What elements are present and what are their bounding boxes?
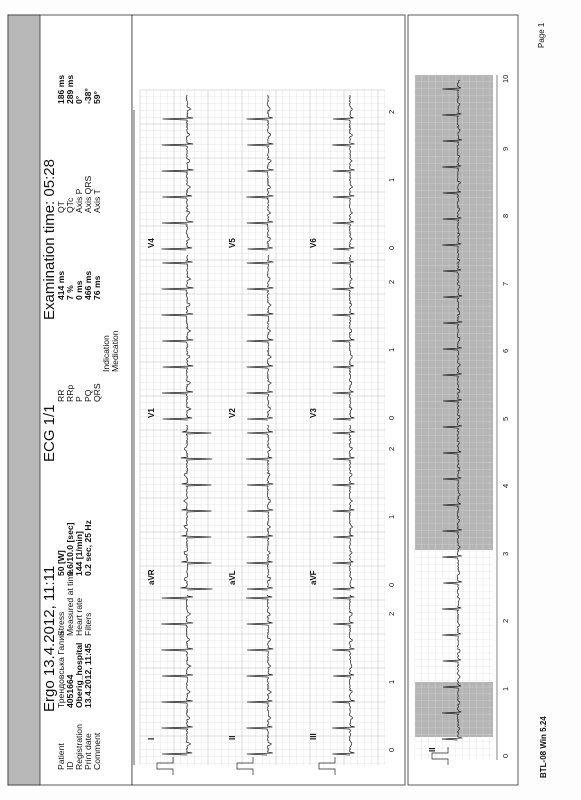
rhythm-gray-a [415, 75, 493, 550]
measured-at: 0.6/10.0 [sec] [65, 522, 75, 576]
label-measured: Measured at time [65, 569, 75, 636]
rhythm-gray-b [415, 682, 493, 737]
patient-name: Трендовська Галин [56, 631, 66, 708]
tick-label: 1 [501, 686, 510, 691]
axis-qrs: -38° [83, 88, 93, 104]
exam-time: Examination time: 05:28 [41, 159, 58, 320]
axis-labels [57, 176, 102, 213]
lead-v5: V5 [228, 238, 237, 248]
exam-title: Ergo 13.4.2012, 11:11 [41, 565, 58, 712]
label-p: P [74, 396, 84, 402]
label-stress: Stress [56, 611, 66, 636]
tick-label: 9 [501, 146, 510, 151]
label-axis-qrs: Axis QRS [83, 175, 93, 213]
lead-i: I [147, 737, 156, 740]
patient-values [57, 631, 93, 708]
lead-v3: V3 [309, 408, 318, 418]
stress-labels [57, 570, 93, 636]
tick-label: 2 [387, 446, 396, 451]
notes [102, 330, 120, 372]
qrs: 76 ms [92, 275, 102, 300]
heart-rate: 144 [1/min] [74, 531, 84, 576]
rrp: 7 % [65, 285, 75, 300]
label-rrp: RRp [65, 384, 75, 402]
software-version: BTL-08 Win 5.24 [539, 716, 548, 778]
page-number: Page 1 [537, 22, 546, 48]
axis-p: 0° [74, 95, 84, 104]
interval-values [57, 271, 102, 300]
p: 0 ms [74, 280, 84, 300]
stress: 50 [W] [56, 550, 66, 576]
interval-labels [57, 383, 102, 402]
tick-label: 0 [501, 753, 510, 758]
patient-id: 4051664 [65, 674, 75, 708]
lead-avr: aVR [147, 569, 156, 585]
indication: Indication [101, 335, 111, 372]
tick-label: 2 [501, 618, 510, 623]
ecg-number: ECG 1/1 [41, 404, 58, 462]
filters: 0.2 sec, 25 Hz [83, 520, 93, 576]
label-heart-rate: Heart rate [74, 597, 84, 636]
label-filters: Filters [83, 612, 93, 636]
label-axis-t: Axis T [92, 189, 102, 213]
tick-label: 10 [501, 74, 510, 83]
lead-ii: II [228, 735, 237, 740]
axis-values [57, 75, 102, 104]
lead-iii: III [309, 733, 318, 740]
label-patient: Patient [56, 743, 66, 770]
label-comment: Comment [92, 732, 102, 770]
label-qrs: QRS [92, 383, 102, 402]
qtc: 289 ms [65, 74, 75, 104]
tick-label: 6 [501, 348, 510, 353]
tick-label: 8 [501, 213, 510, 218]
tick-label: 7 [501, 281, 510, 286]
label-id: ID [65, 761, 75, 770]
tick-label: 0 [387, 747, 396, 752]
label-qtc: QTc [65, 197, 75, 213]
tick-label: 1 [387, 514, 396, 519]
lead-v2: V2 [228, 408, 237, 418]
lead-avl: aVL [228, 570, 237, 585]
tick-label: 1 [387, 347, 396, 352]
qt: 186 ms [56, 74, 66, 104]
label-qt: QT [56, 201, 66, 213]
pq: 466 ms [83, 270, 93, 300]
lead-avf: aVF [309, 570, 318, 585]
print-date: 13.4.2012, 11:45 [83, 643, 93, 708]
registration: Oberig_hospital [74, 642, 84, 708]
tick-label: 0 [387, 415, 396, 420]
label-axis-p: Axis P [74, 188, 84, 213]
tick-label: 1 [387, 177, 396, 182]
rr: 414 ms [56, 270, 66, 300]
tick-label: 2 [387, 611, 396, 616]
tick-label: 2 [387, 109, 396, 114]
label-print-date: Print date [83, 733, 93, 770]
tick-label: 1 [387, 679, 396, 684]
tick-label: 2 [387, 279, 396, 284]
lead-v1: V1 [147, 408, 156, 418]
header-band [8, 15, 40, 785]
stress-values [57, 520, 93, 576]
tick-label: 0 [387, 245, 396, 250]
lead-v6: V6 [309, 238, 318, 248]
lead-v4: V4 [147, 238, 156, 248]
label-registration: Registration [74, 724, 84, 770]
axis-t: 59° [92, 91, 102, 104]
tick-label: 3 [501, 551, 510, 556]
patient-labels [57, 724, 102, 770]
tick-label: 4 [501, 483, 510, 488]
label-pq: PQ [83, 389, 93, 402]
medication: Medication [110, 330, 120, 372]
tick-label: 5 [501, 416, 510, 421]
label-rr: RR [56, 389, 66, 402]
tick-label: 0 [387, 582, 396, 587]
lead-rhythm-ii: II [428, 747, 437, 752]
